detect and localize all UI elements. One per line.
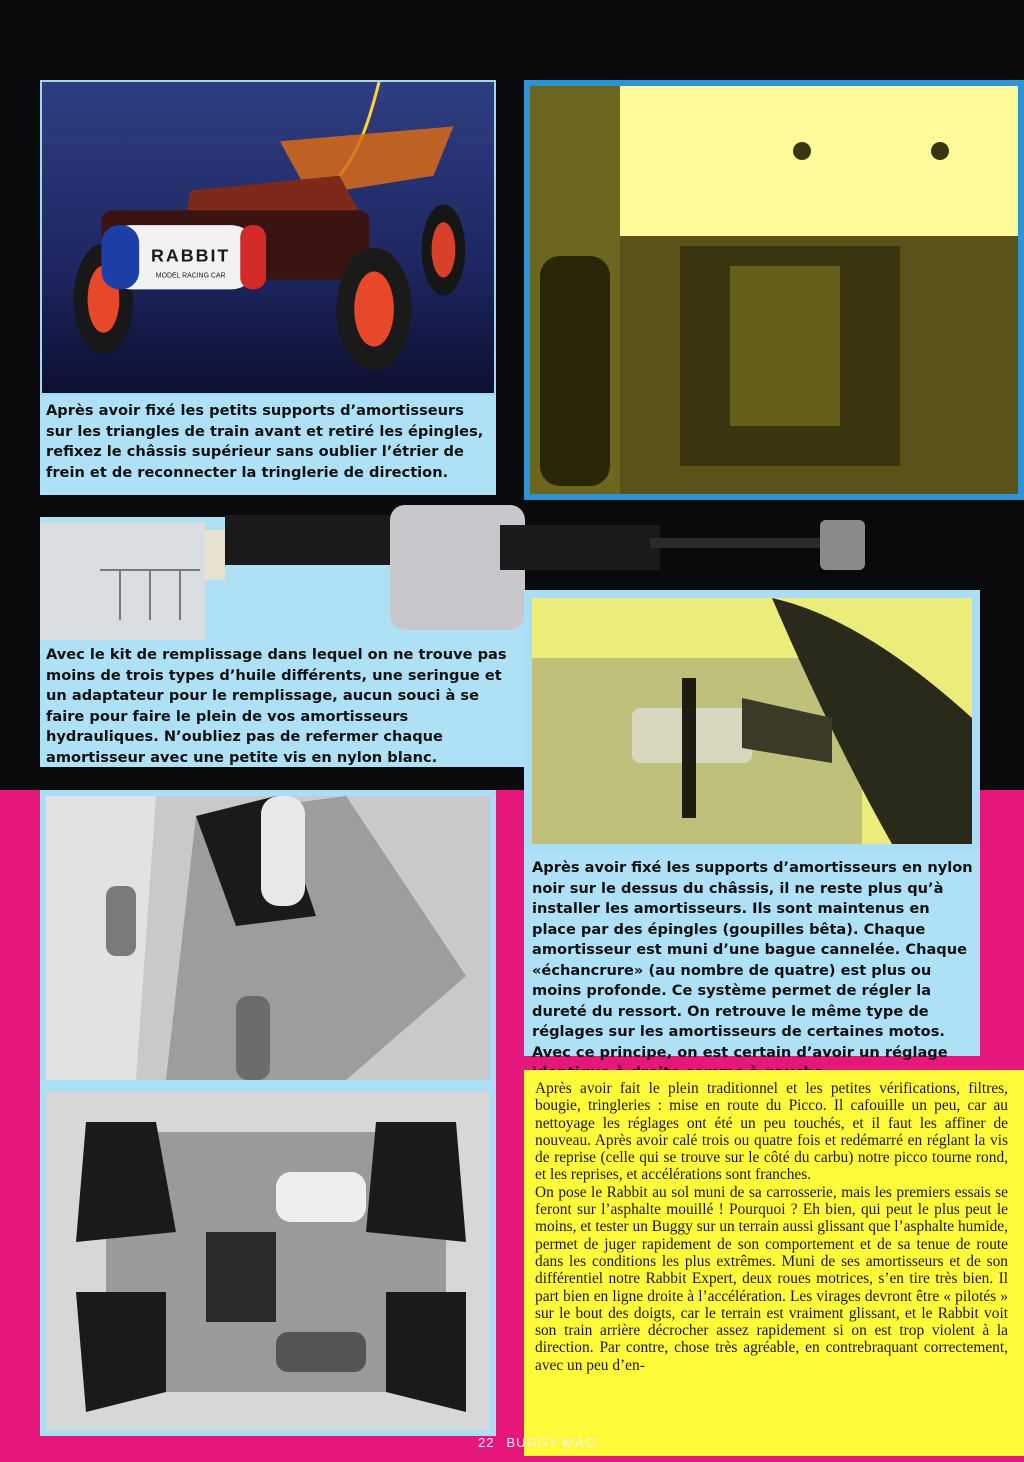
article-paragraph-2: On pose le Rabbit au sol muni de sa carrosserie, mais les premiers essais se feront sur l’asphalte mouillé ! Pourquoi ? Eh bien, qui peut le plus peut le moins, et tester un Buggy sur un terrain aussi glissant que l’asphalte humide, permet de juger rapidement de son comportement et de sa tenue de route dans les conditions les plus extrêmes. Muni de ses amortisseurs et de son différentiel notre Rabbit Expert, deux roues motrices, s’en tire très bien. Il part bien en ligne droite à l’accélération. Les virages devront être « pilotés » sur le bout des doigts, car le terrain est vraiment glissant, et le Rabbit voit son train arrière décrocher assez rapidement si on est trop violent à la direction. Par contre, chose très agréable, en contrebraquant correctement, avec un peu d’en- [535,1183,1008,1374]
caption-filling-kit-text-box [40,645,516,767]
photo-chassis-closeup [524,80,1024,500]
photo-rabbit-buggy [40,80,496,395]
photo-shock-mounted [524,590,980,852]
article-text [524,1070,1024,1456]
caption-2-text: Avec le kit de remplissage dans lequel on ne trouve pas moins de trois types d’huile différents, une seringue et un adaptateur pour le remplissage, aucun souci à se faire pour faire le plein de vos amortisseurs hydrauliques. N’oubliez pas de refermer chaque amortisseur avec une petite vis en nylon blanc. [46,646,507,766]
caption-front-shock-supports [40,395,496,495]
caption-1-text: Après avoir fixé les petits supports d’amortisseurs sur les triangles de train avant et retiré les épingles, refixez le châssis supérieur sans oublier l’étrier de frein et de reconnecter la tringlerie de direction. [46,402,484,481]
photo-chassis-plate [40,790,496,1086]
caption-shock-installation [524,852,980,1061]
rabbit-logo-subtext: MODEL RACING CAR [155,272,226,280]
page-folio [478,1435,611,1450]
caption-3-text: Après avoir fixé les supports d’amortisseurs en nylon noir sur le dessus du châssis, il ne reste plus qu’à installer les amortisseurs. Ils sont maintenus en place par des épingles (goupilles bêta). Chaque amortisseur est muni d’une bague cannelée. Chaque «échancrure» (au nombre de quatre) est plus ou moins profonde. Ce système permet de régler la dureté du ressort. On retrouve le même type de réglages sur les amortisseurs de certaines motos. Avec ce principe, on est certain d’avoir un réglage [532,859,973,1061]
page-number: 22 [478,1435,495,1450]
rabbit-logo-text: RABBIT [151,245,231,266]
magazine-name: BUGGY MAG' [506,1435,599,1450]
photo-full-chassis-top [40,1086,496,1436]
article-paragraph-1: Après avoir fait le plein traditionnel et les petites vérifications, filtres, bougie, tringleries : mise en route du Picco. Il cafouille un peu, car au nettoyage les réglages ont été un peu touchés, et il faut les affiner de nouveau. Après avoir calé trois ou quatre fois et redémarré en réglant la vis de reprise (celle qui se trouve sur le côté du carbu) notre picco tourne rond, et les reprises, et accélérations sont franches. [535,1080,1008,1184]
